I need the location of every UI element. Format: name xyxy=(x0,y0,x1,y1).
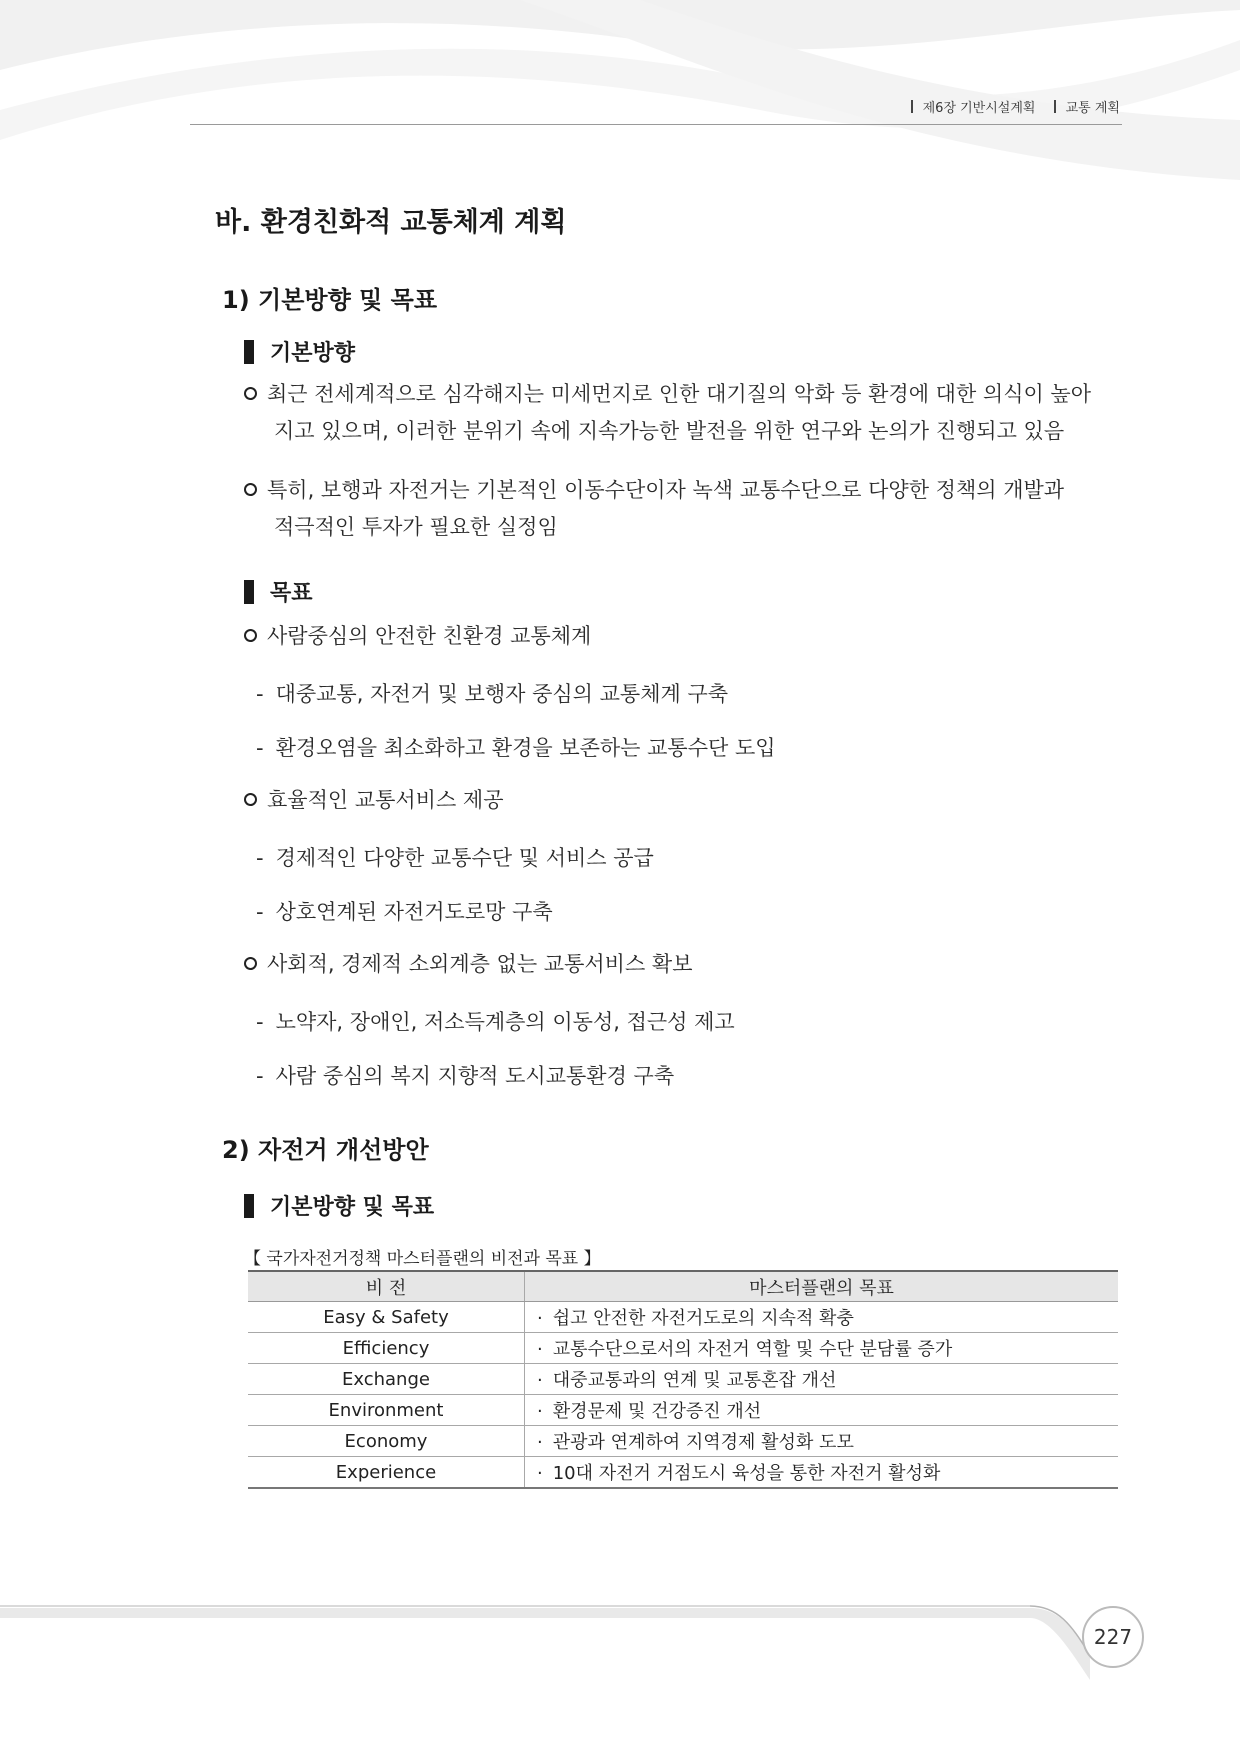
goal-cell: · 관광과 연계하여 지역경제 활성화 도모 xyxy=(525,1426,1119,1457)
circle-bullet-icon xyxy=(244,793,257,806)
goal-bullet xyxy=(244,946,1124,983)
goal-cell: · 쉽고 안전한 자전거도로의 지속적 확충 xyxy=(525,1302,1119,1333)
goal-sub-item: - 대중교통, 자전거 및 보행자 중심의 교통체계 구축 xyxy=(256,682,729,706)
table-row xyxy=(248,1395,1118,1426)
vision-cell: Efficiency xyxy=(248,1333,525,1364)
direction-bullet xyxy=(244,376,1124,450)
column-header-vision: 비 전 xyxy=(248,1271,525,1302)
circle-bullet-icon xyxy=(244,387,257,400)
header-divider xyxy=(1054,100,1056,113)
direction-bullet-line: 지고 있으며, 이러한 분위기 속에 지속가능한 발전을 위한 연구와 논의가 진행되고 있음 xyxy=(274,419,1065,443)
table-row xyxy=(248,1333,1118,1364)
section-title: 바. 환경친화적 교통체계 계획 xyxy=(215,207,567,238)
vision-cell: Experience xyxy=(248,1457,525,1489)
heading-block-marker xyxy=(244,1194,254,1218)
goal-cell: · 환경문제 및 건강증진 개선 xyxy=(525,1395,1119,1426)
goal-cell: · 교통수단으로서의 자전거 역할 및 수단 분담률 증가 xyxy=(525,1333,1119,1364)
circle-bullet-icon xyxy=(244,957,257,970)
subsection-title-2: 2) 자전거 개선방안 xyxy=(222,1136,429,1164)
chapter-label: 제6장 기반시설계획 xyxy=(922,101,1036,116)
circle-bullet-icon xyxy=(244,629,257,642)
direction-heading xyxy=(244,336,355,367)
goal-text: 사회적, 경제적 소외계층 없는 교통서비스 확보 xyxy=(267,952,693,976)
header-rule xyxy=(190,124,1122,125)
vision-cell: Easy & Safety xyxy=(248,1302,525,1333)
bicycle-heading xyxy=(244,1190,434,1221)
vision-cell: Environment xyxy=(248,1395,525,1426)
section-label: 교통 계획 xyxy=(1065,101,1120,116)
direction-heading-label: 기본방향 xyxy=(270,341,356,366)
vision-goals-table xyxy=(248,1270,1118,1489)
goal-cell: · 대중교통과의 연계 및 교통혼잡 개선 xyxy=(525,1364,1119,1395)
direction-bullet-line: 적극적인 투자가 필요한 실정임 xyxy=(274,515,558,539)
heading-block-marker xyxy=(244,580,254,604)
header-divider xyxy=(911,100,913,113)
footer-wave-decoration xyxy=(0,1560,1240,1755)
goal-text: 효율적인 교통서비스 제공 xyxy=(267,788,504,812)
column-header-goal: 마스터플랜의 목표 xyxy=(525,1271,1119,1302)
table-row xyxy=(248,1364,1118,1395)
table-header-row xyxy=(248,1271,1118,1302)
table-caption: 【 국가자전거정책 마스터플랜의 비전과 목표 】 xyxy=(244,1249,601,1269)
table-row xyxy=(248,1302,1118,1333)
goal-sub-item: - 환경오염을 최소화하고 환경을 보존하는 교통수단 도입 xyxy=(256,736,776,760)
page-number: 227 xyxy=(1082,1606,1144,1668)
goal-text: 사람중심의 안전한 친환경 교통체계 xyxy=(267,624,592,648)
direction-bullet-line: 최근 전세계적으로 심각해지는 미세먼지로 인한 대기질의 악화 등 환경에 대한 의식이 높아 xyxy=(267,382,1092,406)
running-header xyxy=(911,97,1120,116)
goal-heading xyxy=(244,576,313,607)
goal-sub-item: - 노약자, 장애인, 저소득계층의 이동성, 접근성 제고 xyxy=(256,1010,735,1034)
vision-cell: Economy xyxy=(248,1426,525,1457)
table-row xyxy=(248,1426,1118,1457)
goal-bullet xyxy=(244,782,1124,819)
direction-bullet xyxy=(244,472,1124,546)
vision-cell: Exchange xyxy=(248,1364,525,1395)
goal-sub-item: - 사람 중심의 복지 지향적 도시교통환경 구축 xyxy=(256,1064,675,1088)
goal-heading-label: 목표 xyxy=(270,581,313,606)
goal-bullet xyxy=(244,618,1124,655)
table-row xyxy=(248,1457,1118,1489)
direction-bullet-line: 특히, 보행과 자전거는 기본적인 이동수단이자 녹색 교통수단으로 다양한 정책의 개발과 xyxy=(267,478,1065,502)
goal-cell: · 10대 자전거 거점도시 육성을 통한 자전거 활성화 xyxy=(525,1457,1119,1489)
heading-block-marker xyxy=(244,340,254,364)
circle-bullet-icon xyxy=(244,483,257,496)
subsection-title-1: 1) 기본방향 및 목표 xyxy=(222,286,438,314)
bicycle-heading-label: 기본방향 및 목표 xyxy=(270,1195,435,1220)
goal-sub-item: - 상호연계된 자전거도로망 구축 xyxy=(256,900,553,924)
header-wave-decoration xyxy=(0,0,1240,300)
goal-sub-item: - 경제적인 다양한 교통수단 및 서비스 공급 xyxy=(256,846,654,870)
